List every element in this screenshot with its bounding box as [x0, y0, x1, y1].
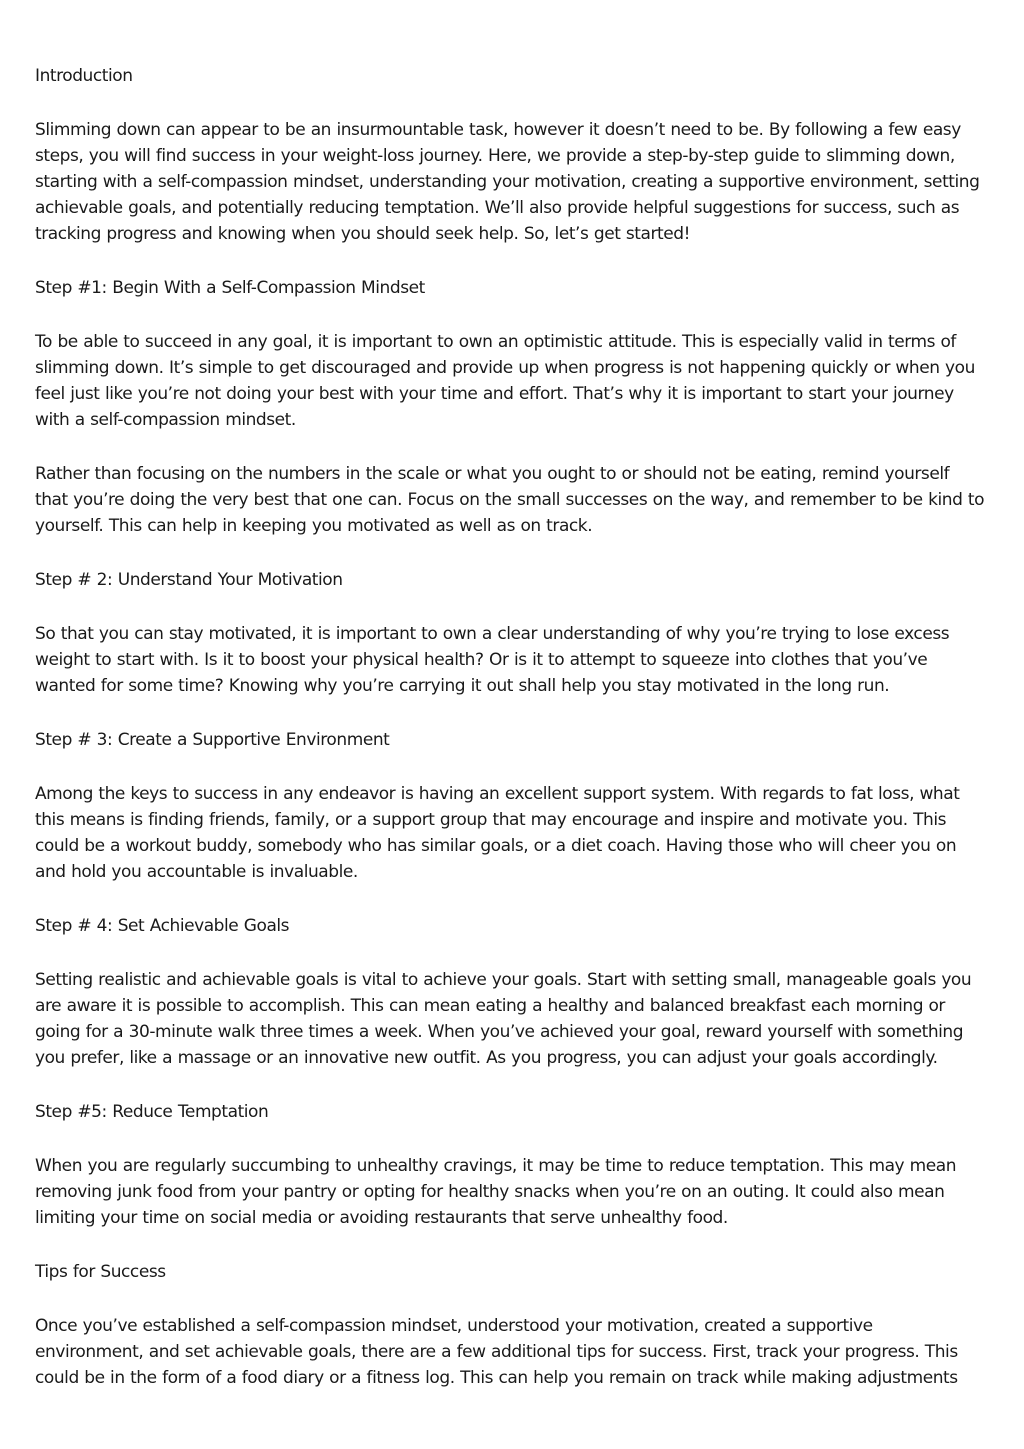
paragraph-step-1-a: To be able to succeed in any goal, it is important to own an optimistic attitude. This is especially valid in terms of slimming down. It’s simple to get discouraged and provide up when progress is not happening quickly or when you feel just like you’re not doing your best with your time and effort. That’s why it is important to start your journey with a self-compassion mindset.	[35, 332, 975, 430]
section-heading-step-2: Step # 2: Understand Your Motivation	[35, 570, 343, 590]
paragraph-step-3: Among the keys to success in any endeavor is having an excellent support system. With regards to fat loss, what this means is finding friends, family, or a support group that may encourage and inspire and motivate you. This could be a workout buddy, somebody who has similar goals, or a diet coach. Having those who will cheer you on and hold you accountable is invaluable.	[35, 784, 960, 882]
paragraph-step-1-b: Rather than focusing on the numbers in the scale or what you ought to or should not be eating, remind yourself that you’re doing the very best that one can. Focus on the small successes on the way, and remember to be kind to yourself. This can help in keeping you motivated as well as on track.	[35, 464, 985, 536]
section-heading-step-3: Step # 3: Create a Supportive Environment	[35, 730, 390, 750]
paragraph-step-5: When you are regularly succumbing to unhealthy cravings, it may be time to reduce temptation. This may mean removing junk food from your pantry or opting for healthy snacks when you’re on an outing. It could also mean limiting your time on social media or avoiding restaurants that serve unhealthy food.	[35, 1156, 957, 1228]
section-heading-tips: Tips for Success	[35, 1262, 166, 1282]
section-heading-step-1: Step #1: Begin With a Self-Compassion Mindset	[35, 278, 425, 298]
section-heading-step-4: Step # 4: Set Achievable Goals	[35, 916, 290, 936]
section-heading-introduction: Introduction	[35, 66, 133, 86]
paragraph-introduction: Slimming down can appear to be an insurmountable task, however it doesn’t need to be. By following a few easy steps, you will find success in your weight-loss journey. Here, we provide a step-by-step guide to slimming down, starting with a self-compassion mindset, understanding your motivation, creating a supportive environment, setting achievable goals, and potentially reducing temptation. We’ll also provide helpful suggestions for success, such as tracking progress and knowing when you should seek help. So, let’s get started!	[35, 120, 980, 244]
paragraph-tips: Once you’ve established a self-compassion mindset, understood your motivation, created a supportive environment, and set achievable goals, there are a few additional tips for success. First, track your progress. This could be in the form of a food diary or a fitness log. This can help you remain on track while making adjustments	[35, 1316, 958, 1388]
document-body	[35, 63, 985, 1419]
paragraph-step-4: Setting realistic and achievable goals is vital to achieve your goals. Start with setting small, manageable goals you are aware it is possible to accomplish. This can mean eating a healthy and balanced breakfast each morning or going for a 30-minute walk three times a week. When you’ve achieved your goal, reward yourself with something you prefer, like a massage or an innovative new outfit. As you progress, you can adjust your goals accordingly.	[35, 970, 972, 1068]
paragraph-step-2: So that you can stay motivated, it is important to own a clear understanding of why you’re trying to lose excess weight to start with. Is it to boost your physical health? Or is it to attempt to squeeze into clothes that you’ve wanted for some time? Knowing why you’re carrying it out shall help you stay motivated in the long run.	[35, 624, 950, 696]
section-heading-step-5: Step #5: Reduce Temptation	[35, 1102, 269, 1122]
